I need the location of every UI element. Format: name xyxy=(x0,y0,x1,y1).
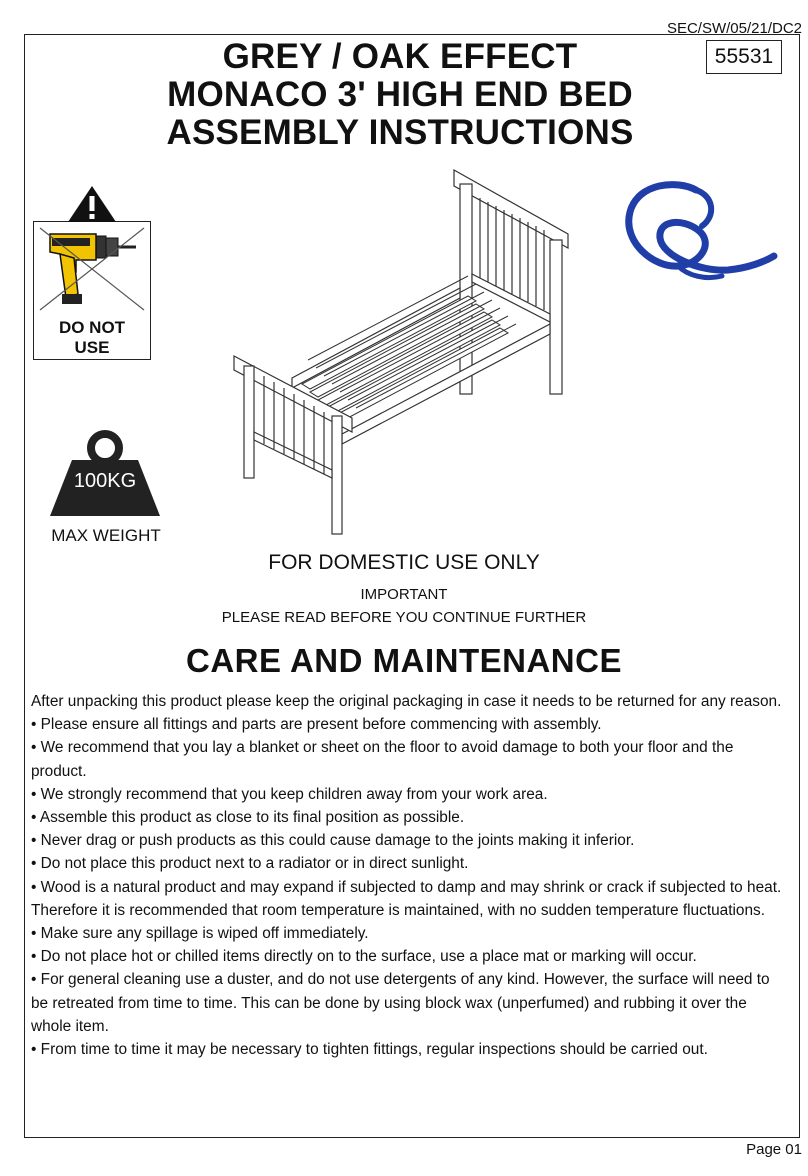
read-before-notice: PLEASE READ BEFORE YOU CONTINUE FURTHER xyxy=(221,609,587,626)
max-weight-label: MAX WEIGHT xyxy=(51,526,161,545)
page-number: Page 01 xyxy=(746,1141,802,1158)
care-paragraph: • Make sure any spillage is wiped off immediately. xyxy=(31,925,369,943)
weight-value: 100KG xyxy=(73,470,137,492)
do-not-label-line-2: USE xyxy=(74,338,110,357)
care-heading: CARE AND MAINTENANCE xyxy=(186,642,622,679)
sq-logo-icon xyxy=(618,176,778,286)
care-paragraph: • Do not place this product next to a radiator or in direct sunlight. xyxy=(31,855,469,873)
document-code: SEC/SW/05/21/DC2 xyxy=(666,20,802,37)
title-line-1: GREY / OAK EFFECT xyxy=(222,37,578,76)
care-instructions xyxy=(31,690,783,1061)
warning-triangle-icon xyxy=(66,184,118,224)
do-not-label-line-1: DO NOT xyxy=(58,318,126,337)
care-paragraph: • Assemble this product as close to its final position as possible. xyxy=(31,809,465,827)
care-paragraph: • From time to time it may be necessary to tighten fittings, regular inspections should be carried out. xyxy=(31,1041,708,1059)
title-line-3: ASSEMBLY INSTRUCTIONS xyxy=(166,113,634,152)
care-paragraph: • Do not place hot or chilled items directly on to the surface, use a place mat or marking will occur. xyxy=(31,948,697,966)
drill-prohibited-icon xyxy=(36,224,148,314)
do-not-use-label xyxy=(33,318,151,358)
product-code-box: 55531 xyxy=(706,40,782,74)
care-paragraph: • We strongly recommend that you keep children away from your work area. xyxy=(31,785,548,803)
care-paragraph: After unpacking this product please keep the original packaging in case it needs to be returned for any reason. xyxy=(31,693,782,710)
care-paragraph: • We recommend that you lay a blanket or sheet on the floor to avoid damage to both your floor and the product. xyxy=(31,739,734,780)
care-paragraph: • Wood is a natural product and may expand if subjected to damp and may shrink or crack if subjected to heat. Therefore it is recommended that room temperature is maintained, with no sudden temperature fluctuations. xyxy=(31,878,782,919)
page-title xyxy=(120,38,680,152)
title-line-2: MONACO 3' HIGH END BED xyxy=(167,75,633,114)
bed-illustration xyxy=(232,164,572,544)
domestic-use-notice: FOR DOMESTIC USE ONLY xyxy=(268,551,540,574)
care-paragraph: • For general cleaning use a duster, and do not use detergents of any kind. However, the surface will need to be retreated from time to time. This can be done by using block wax (unperfumed) and rubbing it over the whole item. xyxy=(31,971,770,1035)
care-paragraph: • Please ensure all fittings and parts are present before commencing with assembly. xyxy=(31,716,602,734)
care-paragraph: • Never drag or push products as this could cause damage to the joints making it inferior. xyxy=(31,832,635,850)
important-notice: IMPORTANT xyxy=(360,586,448,603)
